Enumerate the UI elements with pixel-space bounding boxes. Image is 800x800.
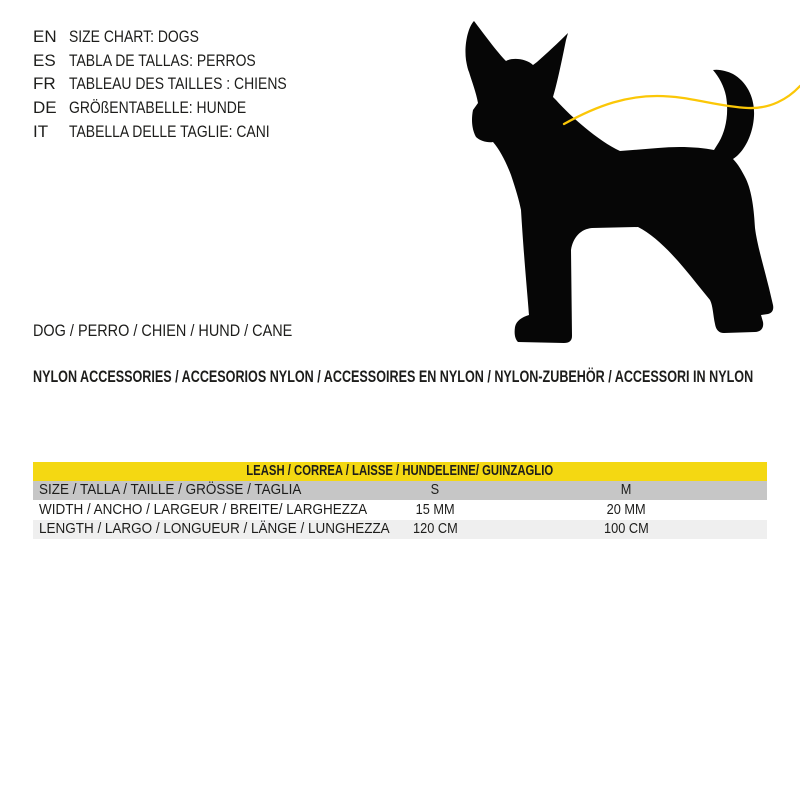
title-text: GRÖßENTABELLE: HUNDE — [69, 98, 247, 118]
title-text: TABLA DE TALLAS: PERROS — [69, 50, 256, 70]
cell-text: 20 MM — [606, 501, 646, 518]
animal-label-line — [33, 322, 338, 340]
size-table — [33, 462, 767, 539]
cell-text: M — [620, 482, 632, 499]
material-label-line — [33, 368, 800, 386]
table-header-leash — [33, 462, 767, 481]
row-label — [33, 482, 321, 498]
dog-silhouette — [465, 21, 773, 343]
cell-text: S — [430, 482, 440, 499]
material-label-text: NYLON ACCESSORIES / ACCESORIOS NYLON / ACCESSOIRES EN NYLON / NYLON-ZUBEHÖR / ACCESSORI IN NYLON — [33, 367, 754, 386]
lang-code: FR — [33, 74, 56, 94]
cell-text: 15 MM — [415, 501, 455, 518]
row-label-text: SIZE / TALLA / TAILLE / GRÖSSE / TAGLIA — [39, 482, 302, 499]
table-header-text: LEASH / CORREA / LAISSE / HUNDELEINE/ GUINZAGLIO — [246, 463, 554, 480]
title-text: TABELLA DELLE TAGLIE: CANI — [69, 122, 270, 142]
table-row-size — [33, 481, 767, 501]
leash-line — [564, 86, 800, 124]
lang-code: EN — [33, 26, 57, 46]
table-row-length — [33, 520, 767, 540]
title-text: SIZE CHART: DOGS — [69, 26, 199, 46]
row-label-text: LENGTH / LARGO / LONGUEUR / LÄNGE / LUNGHEZZA — [39, 521, 390, 538]
animal-label-text: DOG / PERRO / CHIEN / HUND / CANE — [33, 321, 293, 340]
row-label — [33, 521, 416, 537]
title-text: TABLEAU DES TAILLES : CHIENS — [69, 74, 287, 94]
cell-text: 100 CM — [603, 521, 649, 538]
row-label — [33, 502, 392, 518]
cell-text: 120 CM — [412, 521, 458, 538]
row-label-text: WIDTH / ANCHO / LARGEUR / BREITE/ LARGHEZZA — [39, 501, 368, 518]
lang-code: ES — [33, 50, 56, 70]
lang-code: DE — [33, 98, 57, 118]
lang-code: IT — [33, 122, 49, 142]
table-row-width — [33, 500, 767, 520]
